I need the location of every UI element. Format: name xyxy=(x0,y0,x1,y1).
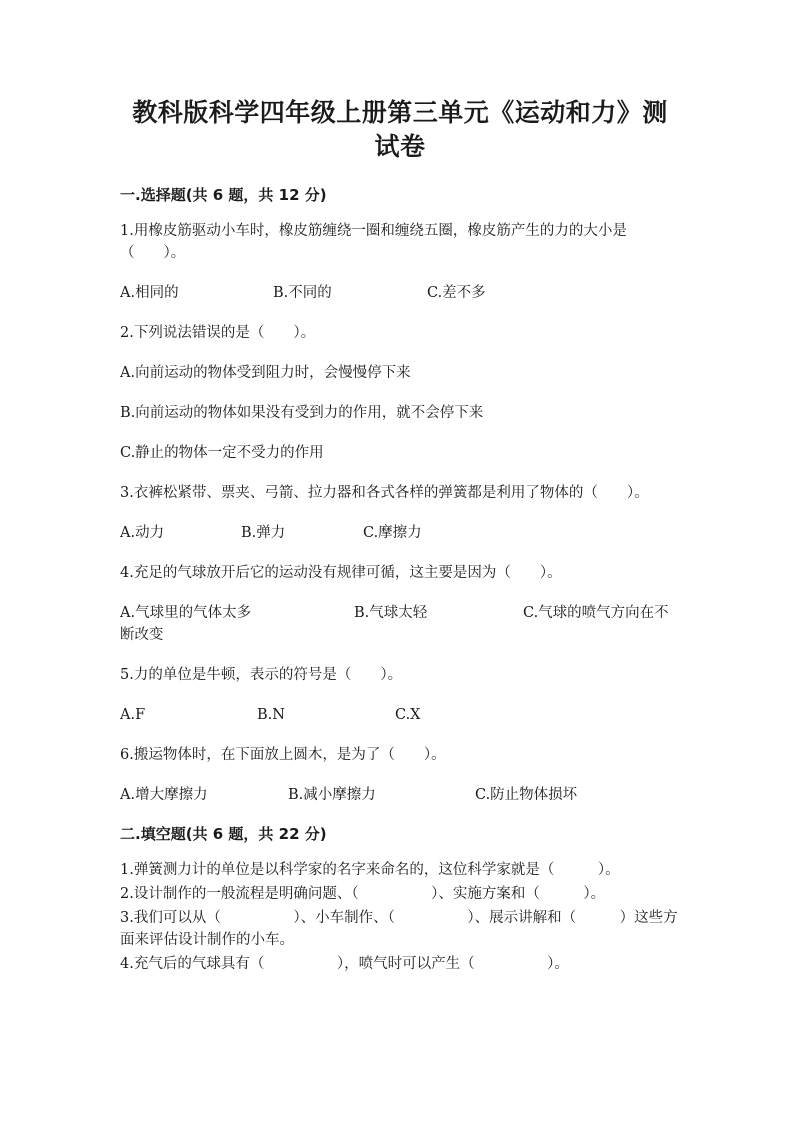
option-b: B.向前运动的物体如果没有受到力的作用，就不会停下来 xyxy=(120,405,484,421)
fill-question-1: 1.弹簧测力计的单位是以科学家的名字来命名的，这位科学家就是（ ）。 xyxy=(120,862,620,878)
section-heading-choice: 一.选择题(共 6 题，共 12 分) xyxy=(120,186,327,204)
question-4-stem: 4.充足的气球放开后它的运动没有规律可循，这主要是因为（ ）。 xyxy=(120,565,562,581)
option-c: C.防止物体损坏 xyxy=(475,787,578,803)
question-4-options xyxy=(120,602,680,646)
question-3-stem: 3.衣裤松紧带、票夹、弓箭、拉力器和各式各样的弹簧都是利用了物体的（ ）。 xyxy=(120,485,649,501)
question-3-options xyxy=(120,522,680,544)
question-5-options xyxy=(120,704,680,726)
fill-question-2: 2.设计制作的一般流程是明确问题、（ ）、实施方案和（ ）。 xyxy=(120,886,606,902)
option-a: A.F xyxy=(120,707,146,723)
page-title: 教科版科学四年级上册第三单元《运动和力》测试卷 xyxy=(132,98,668,161)
option-c: C.X xyxy=(395,707,421,723)
fill-question-4: 4.充气后的气球具有（ ），喷气时可以产生（ ）。 xyxy=(120,956,569,972)
question-6-stem: 6.搬运物体时，在下面放上圆木，是为了（ ）。 xyxy=(120,747,446,763)
option-a: A.向前运动的物体受到阻力时，会慢慢停下来 xyxy=(120,365,411,381)
option-a: A.动力 xyxy=(120,525,165,541)
option-b: B.不同的 xyxy=(273,285,332,301)
question-2-stem: 2.下列说法错误的是（ ）。 xyxy=(120,325,316,341)
fill-question-3: 3.我们可以从（ ）、小车制作、（ ）、展示讲解和（ ）这些方面来评估设计制作的小车。 xyxy=(120,910,678,948)
option-b: B.N xyxy=(257,707,285,723)
question-6-options xyxy=(120,784,680,806)
option-b: B.气球太轻 xyxy=(354,605,428,621)
option-c: C.差不多 xyxy=(427,285,486,301)
question-1-options xyxy=(120,282,680,304)
option-c: C.摩擦力 xyxy=(363,525,422,541)
option-a: A.相同的 xyxy=(120,285,179,301)
question-1-stem: 1.用橡皮筋驱动小车时，橡皮筋缠绕一圈和缠绕五圈，橡皮筋产生的力的大小是（ ）。 xyxy=(120,223,627,261)
option-a: A.气球里的气体太多 xyxy=(120,605,252,621)
option-c: C.气球的喷气方向在不断改变 xyxy=(120,605,669,643)
option-b: B.减小摩擦力 xyxy=(288,787,376,803)
section-heading-fill: 二.填空题(共 6 题，共 22 分) xyxy=(120,825,327,843)
question-5-stem: 5.力的单位是牛顿，表示的符号是（ ）。 xyxy=(120,667,403,683)
exam-page xyxy=(120,0,680,975)
option-a: A.增大摩擦力 xyxy=(120,787,208,803)
option-c: C.静止的物体一定不受力的作用 xyxy=(120,445,324,461)
option-b: B.弹力 xyxy=(241,525,286,541)
